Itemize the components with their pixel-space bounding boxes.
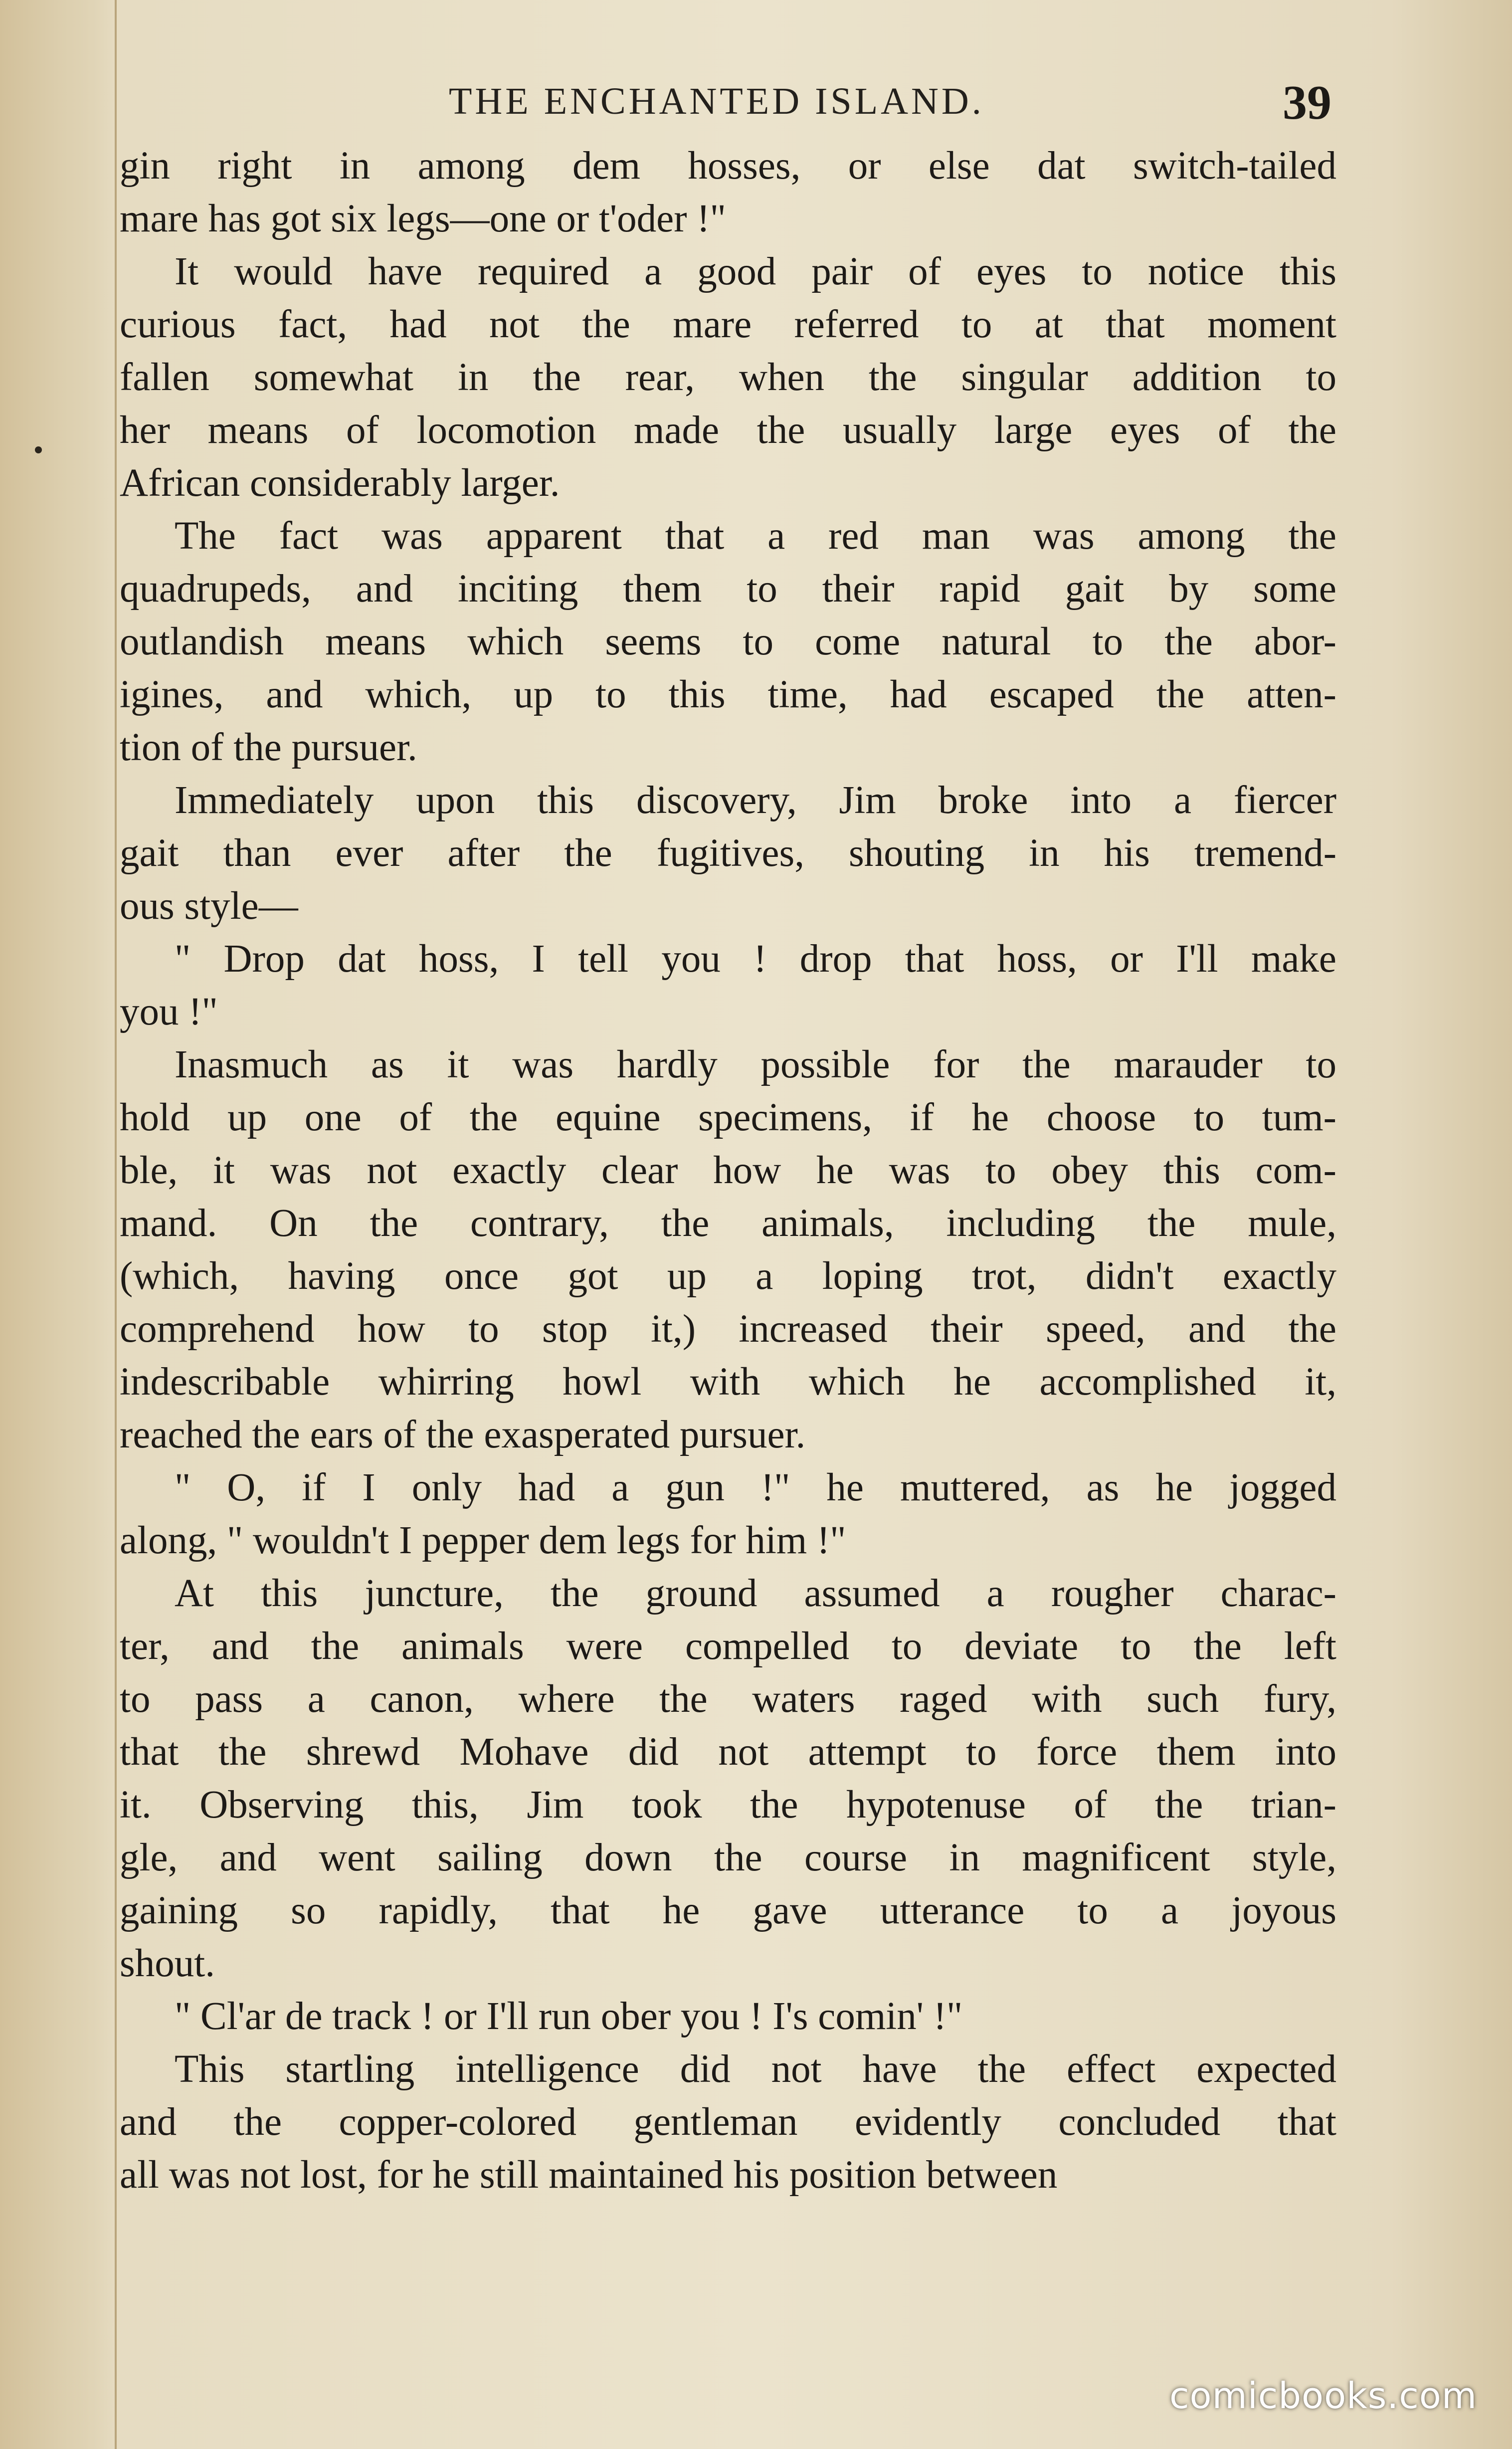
torn-page-edge [0, 0, 117, 2449]
text-line: all was not lost, for he still maintained his position between [120, 2153, 1058, 2197]
text-line: gle, and went sailing down the course in magnificent style, [120, 1836, 1336, 1879]
text-line: reached the ears of the exasperated pursuer. [120, 1413, 806, 1456]
text-line: along, " wouldn't I pepper dem legs for him !" [120, 1519, 846, 1562]
text-line: At this juncture, the ground assumed a rougher charac- [175, 1572, 1336, 1615]
text-line: ble, it was not exactly clear how he was to obey this com- [120, 1149, 1336, 1192]
text-line: gin right in among dem hosses, or else dat switch-tailed [120, 144, 1336, 188]
text-line: Immediately upon this discovery, Jim broke into a fiercer [175, 779, 1336, 822]
running-title: THE ENCHANTED ISLAND. [449, 80, 984, 122]
text-line: mare has got six legs—one or t'oder !" [120, 197, 726, 240]
text-line: indescribable whirring howl with which he accomplished it, [120, 1360, 1336, 1404]
text-line: " O, if I only had a gun !" he muttered, as he jogged [175, 1466, 1336, 1509]
text-line: igines, and which, up to this time, had escaped the atten- [120, 673, 1336, 716]
text-line: quadrupeds, and inciting them to their rapid gait by some [120, 567, 1336, 611]
text-line: gaining so rapidly, that he gave utterance to a joyous [120, 1889, 1336, 1932]
text-line: comprehend how to stop it,) increased their speed, and the [120, 1307, 1336, 1351]
text-line: mand. On the contrary, the animals, including the mule, [120, 1202, 1336, 1245]
text-line: you !" [120, 990, 218, 1033]
text-line: Inasmuch as it was hardly possible for the marauder to [175, 1043, 1336, 1086]
watermark: comicbooks.com [1169, 2375, 1477, 2417]
text-line: to pass a canon, where the waters raged with such fury, [120, 1677, 1336, 1721]
page-number: 39 [1283, 76, 1331, 130]
text-line: (which, having once got up a loping trot, didn't exactly [120, 1254, 1336, 1298]
text-line: " Cl'ar de track ! or I'll run ober you ! I's comin' !" [175, 1995, 963, 2038]
page-header [120, 75, 1331, 130]
text-line: African considerably larger. [120, 461, 560, 505]
text-line: This startling intelligence did not have the effect expected [175, 2047, 1336, 2091]
text-line: it. Observing this, Jim took the hypotenuse of the trian- [120, 1783, 1336, 1827]
body-text [120, 140, 1336, 2202]
text-line: gait than ever after the fugitives, shouting in his tremend- [120, 831, 1336, 875]
text-line: her means of locomotion made the usually large eyes of the [120, 408, 1336, 452]
text-line: " Drop dat hoss, I tell you ! drop that hoss, or I'll make [175, 937, 1336, 981]
text-line: tion of the pursuer. [120, 726, 417, 769]
text-line: hold up one of the equine specimens, if he choose to tum- [120, 1096, 1336, 1139]
text-line: outlandish means which seems to come natural to the abor- [120, 620, 1336, 663]
text-line: that the shrewd Mohave did not attempt to force them into [120, 1730, 1336, 1774]
text-line: fallen somewhat in the rear, when the singular addition to [120, 356, 1336, 399]
ink-spot [35, 446, 42, 453]
text-line: ous style— [120, 884, 298, 928]
text-line: shout. [120, 1942, 215, 1985]
text-line: ter, and the animals were compelled to deviate to the left [120, 1625, 1336, 1668]
text-line: and the copper-colored gentleman evidently concluded that [120, 2100, 1336, 2144]
text-line: curious fact, had not the mare referred to at that moment [120, 303, 1336, 346]
text-line: The fact was apparent that a red man was among the [175, 514, 1336, 558]
text-line: It would have required a good pair of eyes to notice this [175, 250, 1336, 293]
